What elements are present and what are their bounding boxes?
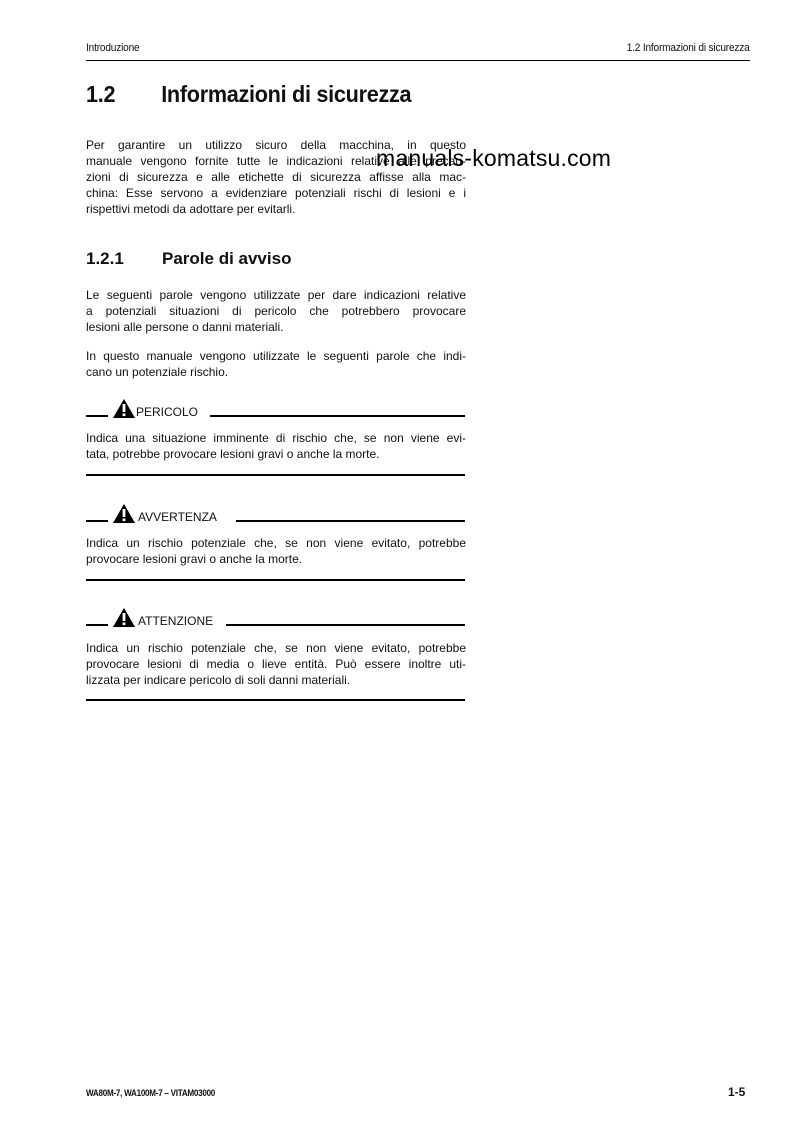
notice-body-warning (86, 535, 466, 567)
text-line: Indica un rischio potenziale che, se non viene evitato, potrebbe (86, 536, 466, 550)
text-line: provocare lesioni gravi o anche la morte. (86, 552, 303, 566)
header-rule (86, 60, 750, 61)
notice-lead-rule (86, 624, 108, 626)
text-line: Indica una situazione imminente di rischio che, se non viene evi- (86, 431, 466, 445)
page-number: 1-5 (728, 1085, 746, 1099)
notice-bottom-rule (86, 474, 465, 476)
subsection-title-text: Parole di avviso (162, 249, 292, 268)
text-line: Le seguenti parole vengono utilizzate per dare indicazioni relative (86, 288, 466, 302)
text-line: In questo manuale vengono utilizzate le seguenti parole che indi- (86, 349, 466, 363)
footer-model-code: WA80M-7, WA100M-7 – VITAM03000 (86, 1088, 216, 1098)
subsection-number: 1.2.1 (86, 249, 124, 268)
text-line: cano un potenziale rischio. (86, 365, 229, 379)
text-line: Per garantire un utilizzo sicuro della macchina, in questo (86, 138, 466, 152)
notice-header-caution (86, 608, 465, 630)
notice-header-danger (86, 399, 465, 421)
notice-header-warning (86, 504, 465, 526)
section-number: 1.2 (86, 81, 116, 107)
notice-label: AVVERTENZA (138, 510, 220, 524)
notice-body-danger (86, 430, 466, 462)
notice-trail-rule (236, 520, 465, 522)
warning-triangle-icon (113, 608, 135, 627)
watermark: manuals-komatsu.com (376, 145, 612, 171)
notice-label: ATTENZIONE (138, 614, 216, 628)
subsection-title (86, 249, 291, 269)
text-line: a potenziali situazioni di pericolo che potrebbero provocare (86, 304, 466, 318)
notice-trail-rule (226, 624, 465, 626)
warning-triangle-icon (113, 504, 135, 523)
section-title (86, 81, 411, 108)
notice-lead-rule (86, 415, 108, 417)
warning-triangle-icon (113, 399, 135, 418)
text-line: rispettivi metodi da adottare per evitarli. (86, 202, 296, 216)
text-line: Indica un rischio potenziale che, se non viene evitato, potrebbe (86, 641, 466, 655)
notice-lead-rule (86, 520, 108, 522)
running-header-right: 1.2 Informazioni di sicurezza (627, 42, 750, 54)
text-line: zioni di sicurezza e alle etichette di sicurezza affisse alla mac- (86, 170, 466, 184)
text-line: china: Esse servono a evidenziare potenziali rischi di lesioni e i (86, 186, 466, 200)
text-line: manuale vengono fornite tutte le indicazioni relative alle precau- (86, 154, 466, 168)
signal-words-paragraph-2 (86, 348, 466, 380)
notice-bottom-rule (86, 579, 465, 581)
text-line: lizzata per indicare pericolo di soli danni materiali. (86, 673, 351, 687)
notice-trail-rule (210, 415, 465, 417)
notice-bottom-rule (86, 699, 465, 701)
notice-label: PERICOLO (136, 405, 201, 419)
running-header-left: Introduzione (86, 42, 140, 54)
text-line: lesioni alle persone o danni materiali. (86, 320, 284, 334)
notice-body-caution (86, 640, 466, 688)
text-line: provocare lesioni di media o lieve entità. Può essere inoltre uti- (86, 657, 466, 671)
signal-words-paragraph-1 (86, 287, 466, 335)
section-title-text: Informazioni di sicurezza (161, 81, 412, 107)
text-line: tata, potrebbe provocare lesioni gravi o anche la morte. (86, 447, 380, 461)
